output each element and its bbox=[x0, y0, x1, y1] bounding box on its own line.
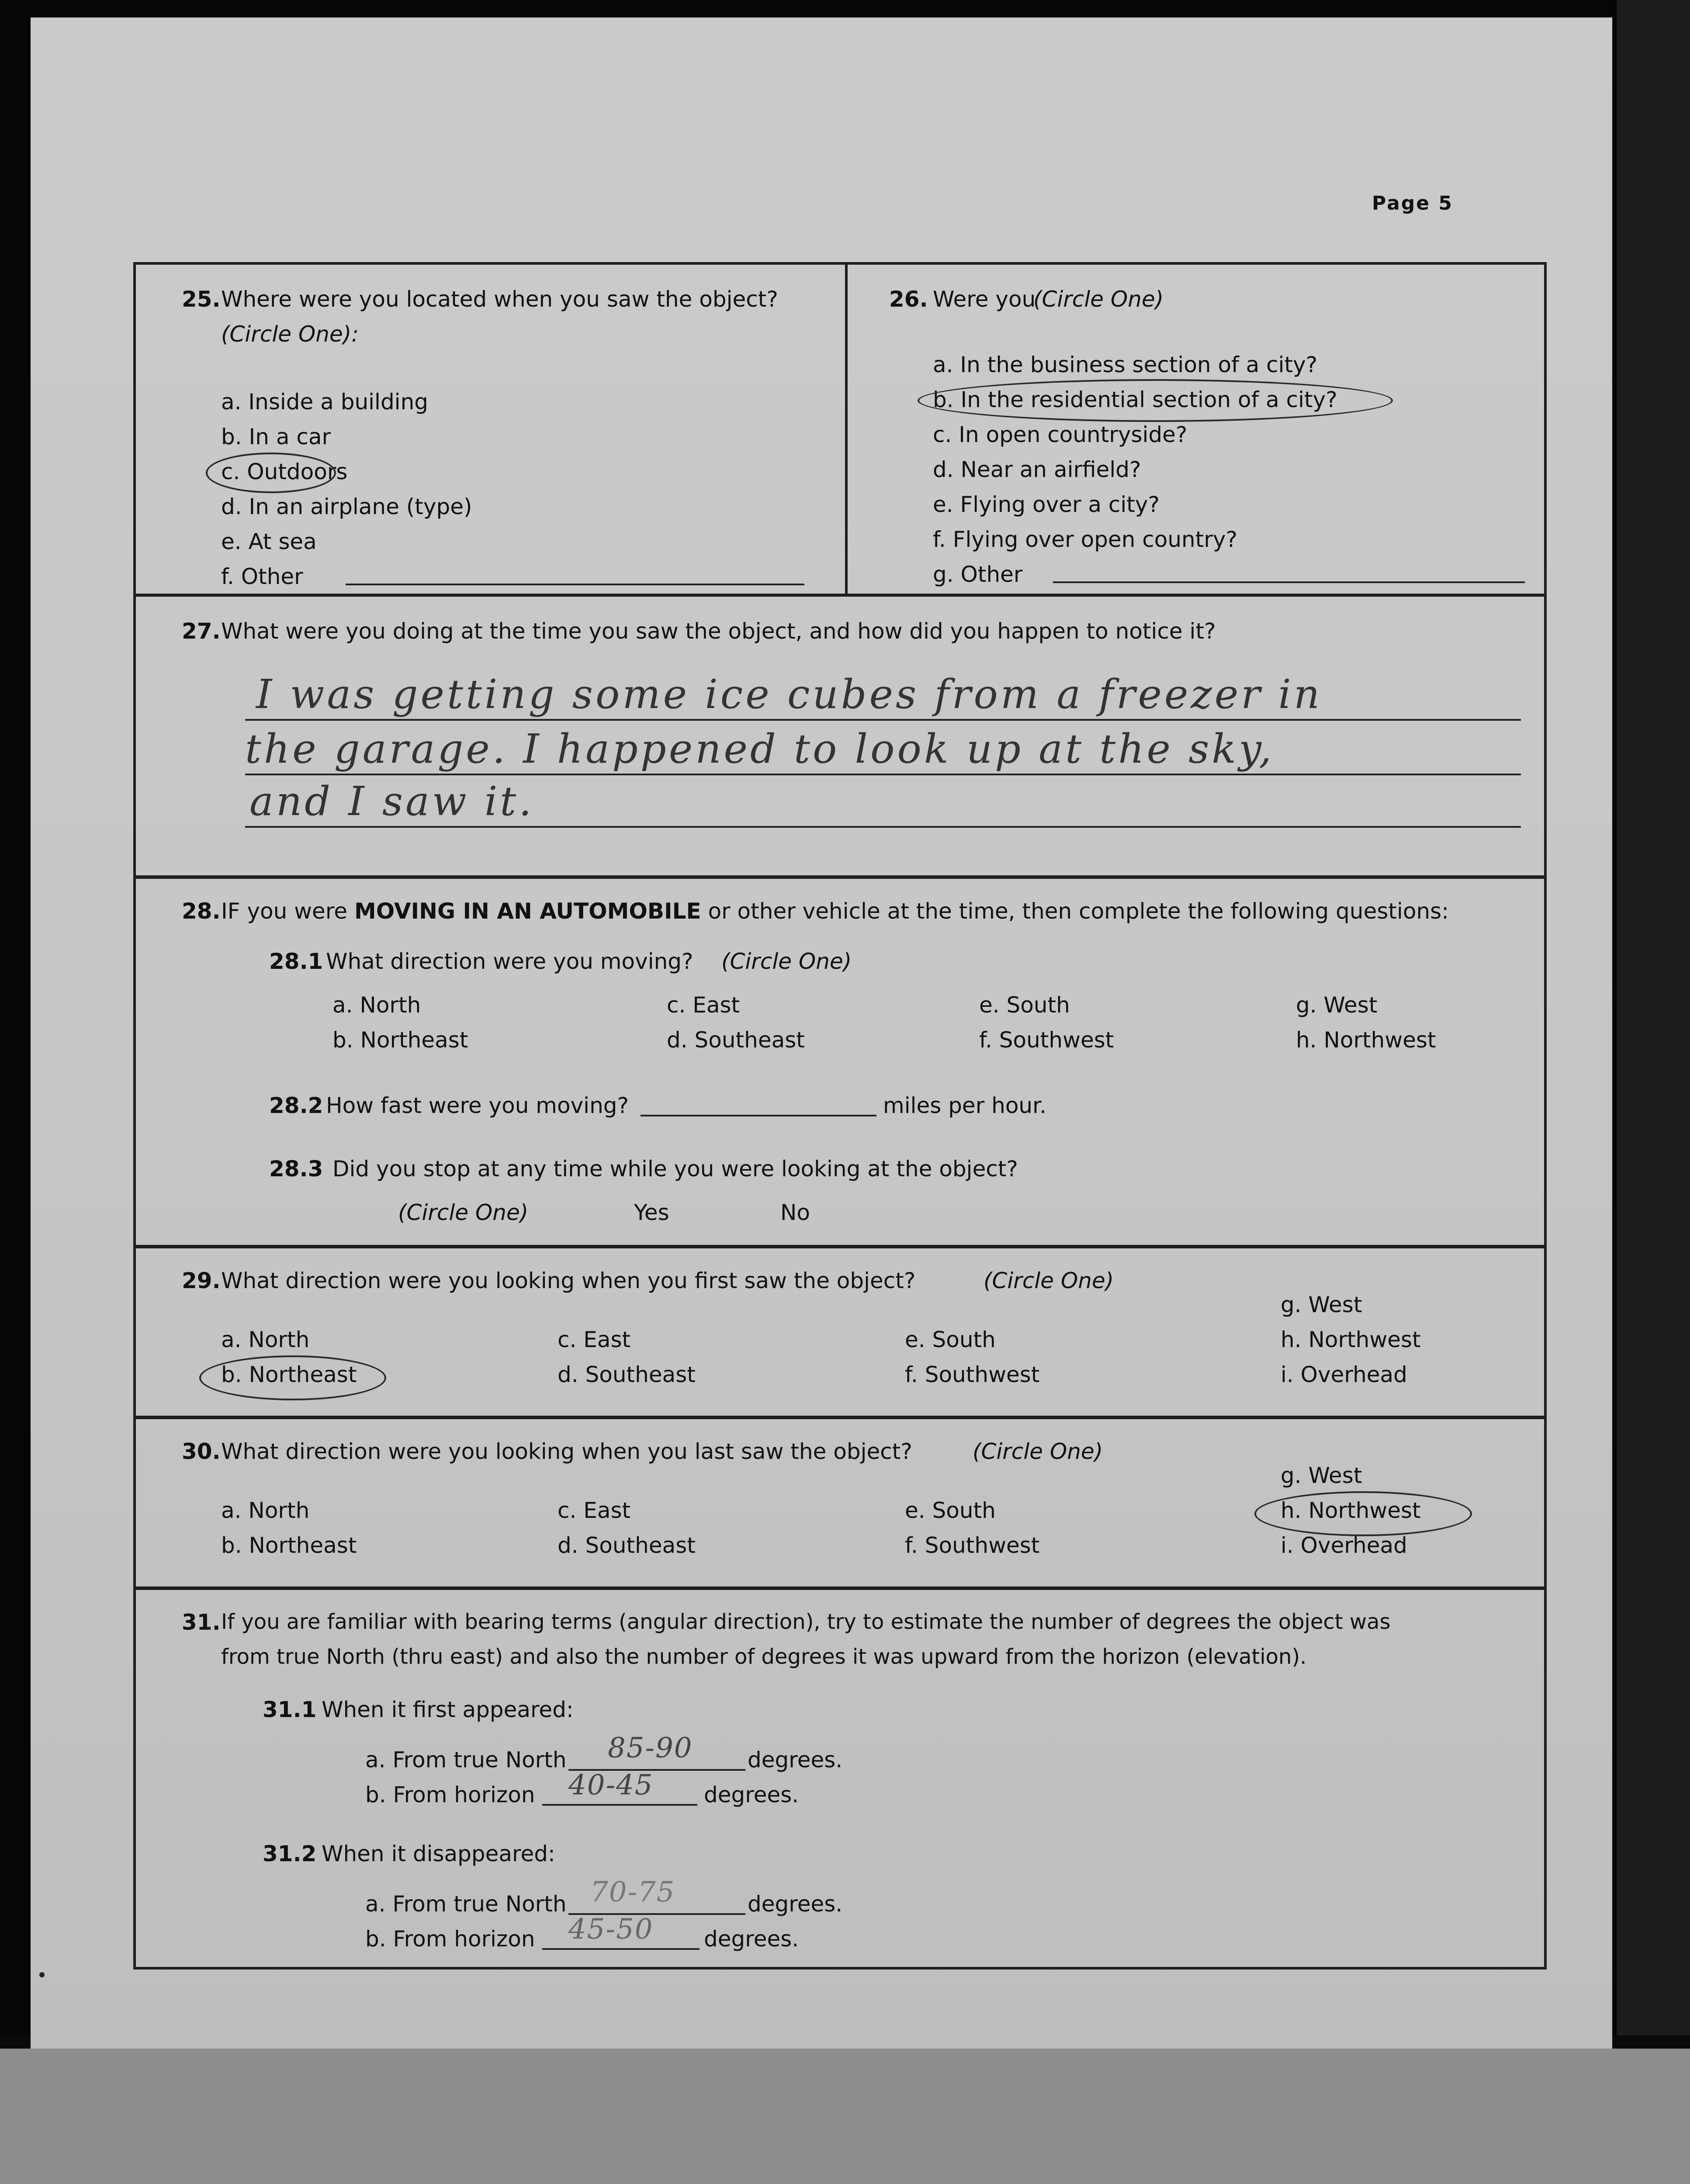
q28-3-instruction: (Circle One) bbox=[398, 1200, 529, 1225]
q31-1-horizon-label: b. From horizon bbox=[365, 1782, 535, 1807]
q28-3-no[interactable]: No bbox=[780, 1200, 810, 1225]
q30-option-b[interactable]: b. Northeast bbox=[221, 1533, 357, 1558]
q28-1-option-d[interactable]: d. Southeast bbox=[667, 1027, 805, 1053]
q30-answer-circle bbox=[1254, 1491, 1472, 1536]
form-page bbox=[31, 17, 1612, 2049]
q25-option-b[interactable]: b. In a car bbox=[221, 424, 331, 449]
q30-number: 30. bbox=[182, 1439, 221, 1464]
q29-option-a[interactable]: a. North bbox=[221, 1327, 310, 1352]
q31-2-true-north-unit: degrees. bbox=[748, 1891, 843, 1917]
q27-number: 27. bbox=[182, 619, 221, 644]
q31-1-horizon-line[interactable] bbox=[542, 1804, 697, 1806]
q25-option-f[interactable]: f. Other bbox=[221, 564, 303, 589]
q26-question: Were you bbox=[933, 287, 1036, 312]
q29-option-b[interactable]: b. Northeast bbox=[221, 1362, 357, 1387]
q27-question: What were you doing at the time you saw the object, and how did you happen to notice it? bbox=[221, 619, 1216, 644]
q29-option-f[interactable]: f. Southwest bbox=[905, 1362, 1040, 1387]
q31-2-true-north-label: a. From true North bbox=[365, 1891, 567, 1917]
q25-number: 25. bbox=[182, 287, 221, 312]
q30-option-e[interactable]: e. South bbox=[905, 1498, 996, 1523]
q28-1-question: What direction were you moving? bbox=[326, 949, 693, 974]
q31-1-horizon-unit: degrees. bbox=[704, 1782, 799, 1807]
q28-1-instruction: (Circle One) bbox=[721, 949, 852, 974]
q27-answer-line-2[interactable] bbox=[245, 774, 1521, 775]
q31-1-number: 31.1 bbox=[263, 1697, 317, 1722]
q31-number: 31. bbox=[182, 1610, 221, 1635]
q30-option-c[interactable]: c. East bbox=[558, 1498, 631, 1523]
q25-option-e[interactable]: e. At sea bbox=[221, 529, 317, 554]
q30-option-d[interactable]: d. Southeast bbox=[558, 1533, 696, 1558]
q30-option-i[interactable]: i. Overhead bbox=[1281, 1533, 1407, 1558]
q30-instruction: (Circle One) bbox=[973, 1439, 1103, 1464]
q31-box bbox=[133, 1587, 1547, 1970]
q27-answer-line-1[interactable] bbox=[245, 719, 1521, 721]
q26-option-f[interactable]: f. Flying over open country? bbox=[933, 527, 1238, 552]
q28-box bbox=[133, 876, 1547, 1248]
q29-instruction: (Circle One) bbox=[984, 1268, 1114, 1293]
q27-box bbox=[133, 594, 1547, 878]
q26-option-g[interactable]: g. Other bbox=[933, 562, 1023, 587]
q27-answer-text-2: the garage. I happened to look up at the sky, bbox=[245, 726, 1274, 772]
q29-option-g[interactable]: g. West bbox=[1281, 1292, 1362, 1317]
q29-answer-circle bbox=[199, 1355, 386, 1400]
q31-1-true-north-unit: degrees. bbox=[748, 1747, 843, 1773]
q31-1-true-north-label: a. From true North bbox=[365, 1747, 567, 1773]
q26-number: 26. bbox=[889, 287, 928, 312]
q28-1-option-g[interactable]: g. West bbox=[1296, 992, 1378, 1018]
q30-option-f[interactable]: f. Southwest bbox=[905, 1533, 1040, 1558]
q30-option-h[interactable]: h. Northwest bbox=[1281, 1498, 1421, 1523]
q30-question: What direction were you looking when you last saw the object? bbox=[221, 1439, 912, 1464]
q25-option-d[interactable]: d. In an airplane (type) bbox=[221, 494, 472, 519]
q28-3-question: Did you stop at any time while you were looking at the object? bbox=[332, 1156, 1018, 1182]
q28-1-option-c[interactable]: c. East bbox=[667, 992, 740, 1018]
q29-box bbox=[133, 1246, 1547, 1418]
q28-1-option-b[interactable]: b. Northeast bbox=[332, 1027, 468, 1053]
q26-option-d[interactable]: d. Near an airfield? bbox=[933, 457, 1141, 482]
q28-2-speed-line[interactable] bbox=[641, 1115, 876, 1116]
q31-2-true-north-value: 70-75 bbox=[590, 1876, 675, 1908]
q29-number: 29. bbox=[182, 1268, 221, 1293]
q26-option-b[interactable]: b. In the residential section of a city? bbox=[933, 387, 1337, 412]
q28-1-number: 28.1 bbox=[269, 949, 323, 974]
q28-3-number: 28.3 bbox=[269, 1156, 323, 1182]
q26-option-a[interactable]: a. In the business section of a city? bbox=[933, 352, 1318, 377]
q30-option-a[interactable]: a. North bbox=[221, 1498, 310, 1523]
q27-answer-line-3[interactable] bbox=[245, 826, 1521, 828]
q29-option-c[interactable]: c. East bbox=[558, 1327, 631, 1352]
q31-2-horizon-unit: degrees. bbox=[704, 1926, 799, 1952]
q28-1-option-e[interactable]: e. South bbox=[979, 992, 1070, 1018]
q28-2-number: 28.2 bbox=[269, 1093, 323, 1118]
q28-1-option-h[interactable]: h. Northwest bbox=[1296, 1027, 1436, 1053]
q31-1-horizon-value: 40-45 bbox=[568, 1769, 654, 1801]
q28-intro: IF you were MOVING IN AN AUTOMOBILE or other vehicle at the time, then complete the following questions: bbox=[221, 898, 1449, 924]
q25-option-a[interactable]: a. Inside a building bbox=[221, 389, 428, 415]
q25-answer-circle bbox=[206, 453, 336, 493]
punch-mark bbox=[39, 1972, 45, 1977]
q31-1-label: When it first appeared: bbox=[322, 1697, 574, 1722]
film-edge-right bbox=[1617, 0, 1690, 2184]
underlying-sheet bbox=[0, 2049, 1690, 2184]
q31-2-horizon-label: b. From horizon bbox=[365, 1926, 535, 1952]
q31-2-number: 31.2 bbox=[263, 1841, 317, 1866]
q29-option-h[interactable]: h. Northwest bbox=[1281, 1327, 1421, 1352]
q26-answer-circle bbox=[918, 379, 1393, 422]
q25-question: Where were you located when you saw the object? bbox=[221, 287, 778, 312]
q28-number: 28. bbox=[182, 898, 221, 924]
q25-box bbox=[133, 262, 848, 596]
q31-2-label: When it disappeared: bbox=[322, 1841, 555, 1866]
q26-option-e[interactable]: e. Flying over a city? bbox=[933, 492, 1160, 517]
q26-box bbox=[845, 262, 1547, 596]
q25-option-c[interactable]: c. Outdoors bbox=[221, 459, 348, 484]
q26-instruction: (Circle One) bbox=[1033, 287, 1164, 312]
q27-answer-text-3: and I saw it. bbox=[249, 778, 534, 825]
q28-1-option-a[interactable]: a. North bbox=[332, 992, 421, 1018]
q28-3-yes[interactable]: Yes bbox=[634, 1200, 669, 1225]
q28-2-unit: miles per hour. bbox=[883, 1093, 1046, 1118]
q30-option-g[interactable]: g. West bbox=[1281, 1463, 1362, 1488]
q27-answer-text-1: I was getting some ice cubes from a freezer in bbox=[256, 671, 1323, 718]
q29-option-d[interactable]: d. Southeast bbox=[558, 1362, 696, 1387]
q26-other-line[interactable] bbox=[1053, 581, 1525, 583]
q28-2-question: How fast were you moving? bbox=[326, 1093, 629, 1118]
page-number: Page 5 bbox=[1372, 192, 1454, 214]
q26-option-c[interactable]: c. In open countryside? bbox=[933, 422, 1188, 447]
q31-2-horizon-value: 45-50 bbox=[568, 1913, 654, 1946]
q29-option-e[interactable]: e. South bbox=[905, 1327, 996, 1352]
q25-instruction: (Circle One): bbox=[221, 321, 359, 347]
q31-question-line-1: If you are familiar with bearing terms (angular direction), try to estimate the number of degrees the object was bbox=[221, 1610, 1391, 1634]
q31-1-true-north-value: 85-90 bbox=[608, 1732, 693, 1764]
q31-2-horizon-line[interactable] bbox=[542, 1948, 700, 1950]
q28-1-option-f[interactable]: f. Southwest bbox=[979, 1027, 1114, 1053]
q30-box bbox=[133, 1417, 1547, 1589]
q25-other-line[interactable] bbox=[346, 584, 804, 585]
q31-question-line-2: from true North (thru east) and also the number of degrees it was upward from the horizon (elevation). bbox=[221, 1645, 1307, 1669]
q29-option-i[interactable]: i. Overhead bbox=[1281, 1362, 1407, 1387]
q29-question: What direction were you looking when you first saw the object? bbox=[221, 1268, 916, 1293]
